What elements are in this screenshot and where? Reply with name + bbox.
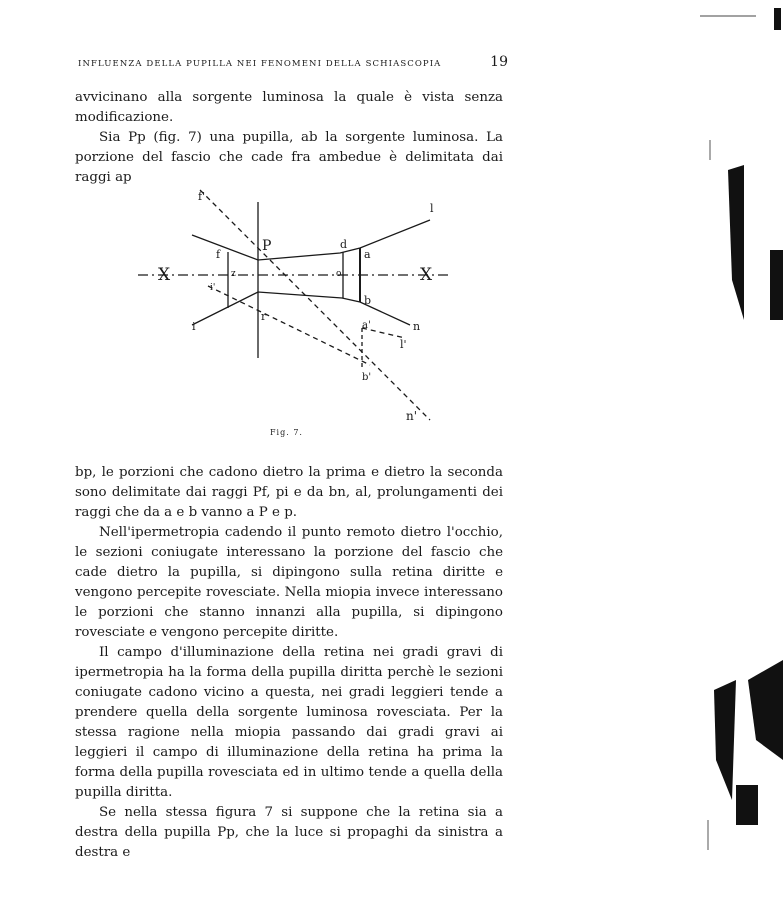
label-b: b xyxy=(364,294,372,307)
facing-page-edge xyxy=(696,0,783,900)
label-i-prime: i' xyxy=(210,283,216,293)
scan-mark xyxy=(748,660,783,760)
scan-mark xyxy=(774,8,781,30)
facing-page-scan-artifacts xyxy=(696,0,783,900)
label-a-prime: a' xyxy=(362,320,371,331)
scan-mark xyxy=(736,785,758,825)
label-b-prime: b' xyxy=(362,372,372,383)
label-l-prime: l' xyxy=(400,338,407,351)
page-header xyxy=(78,54,508,70)
paragraph: bp, le porzioni che cadono dietro la prima e dietro la seconda sono delimitate dai raggi Pf, pi e da bn, al, prolungamenti dei raggi che da a e b vanno a P e p. xyxy=(75,465,503,520)
figure-7 xyxy=(130,180,460,450)
label-i: i xyxy=(192,320,196,333)
page-number: 19 xyxy=(490,54,508,70)
body-text-top xyxy=(75,88,503,188)
body-text-bottom xyxy=(75,463,503,863)
schiascopy-diagram xyxy=(130,180,460,425)
ray-f-prime xyxy=(200,190,430,420)
label-X-right: X xyxy=(420,265,433,285)
scan-mark xyxy=(728,165,744,320)
label-z: z xyxy=(231,269,236,279)
paragraph: Sia Pp (fig. 7) una pupilla, ab la sorgente luminosa. La porzione del fascio che cade fra ambedue è delimitata dai raggi ap xyxy=(75,130,503,185)
paragraph: Se nella stessa figura 7 si suppone che la retina sia a destra della pupilla Pp, che la luce si propaghi da sinistra a destra e xyxy=(75,805,503,860)
paragraph: Nell'ipermetropia cadendo il punto remoto dietro l'occhio, le sezioni coniugate interessano la porzione del fascio che cade dietro la pupilla, si dipingono sulla retina diritte e vengono percepite rovesciate. Nella miopia invece interessano le porzioni che stanno innanzi alla pupilla, si dipingono rovesciate e vengono percepite diritte. xyxy=(75,525,503,640)
paragraph: avvicinano alla sorgente luminosa la quale è vista senza modificazione. xyxy=(75,90,503,125)
label-o: o xyxy=(336,269,342,279)
label-n-prime: n' xyxy=(406,409,418,423)
running-title: INFLUENZA DELLA PUPILLA NEI FENOMENI DELLA SCHIASCOPIA xyxy=(78,59,442,69)
label-d: d xyxy=(340,238,348,251)
label-r: r xyxy=(261,310,267,323)
label-f-prime: f' xyxy=(198,190,206,203)
label-X-left: X xyxy=(158,265,171,285)
label-n: n xyxy=(413,320,421,333)
paragraph: Il campo d'illuminazione della retina nei gradi gravi di ipermetropia ha la forma della pupilla diritta perchè le sezioni coniugate cadono vicino a questa, nei gradi leggieri tende a prendere quella della sorgente luminosa rovesciata. Per la stessa ragione nella miopia passando dai gradi gravi ai leggieri il campo di illuminazione della retina ha prima la forma della pupilla rovesciata ed in ultimo tende a quella della pupilla diritta. xyxy=(75,645,503,800)
label-f: f xyxy=(216,248,221,261)
figure-caption: Fig. 7. xyxy=(270,428,303,437)
lower-ray xyxy=(192,292,410,325)
ray-i-prime xyxy=(208,286,370,365)
label-P: P xyxy=(262,238,272,254)
scan-mark xyxy=(770,250,783,320)
label-l: l xyxy=(430,202,434,215)
scan-mark xyxy=(714,680,736,800)
label-a: a xyxy=(364,248,371,261)
